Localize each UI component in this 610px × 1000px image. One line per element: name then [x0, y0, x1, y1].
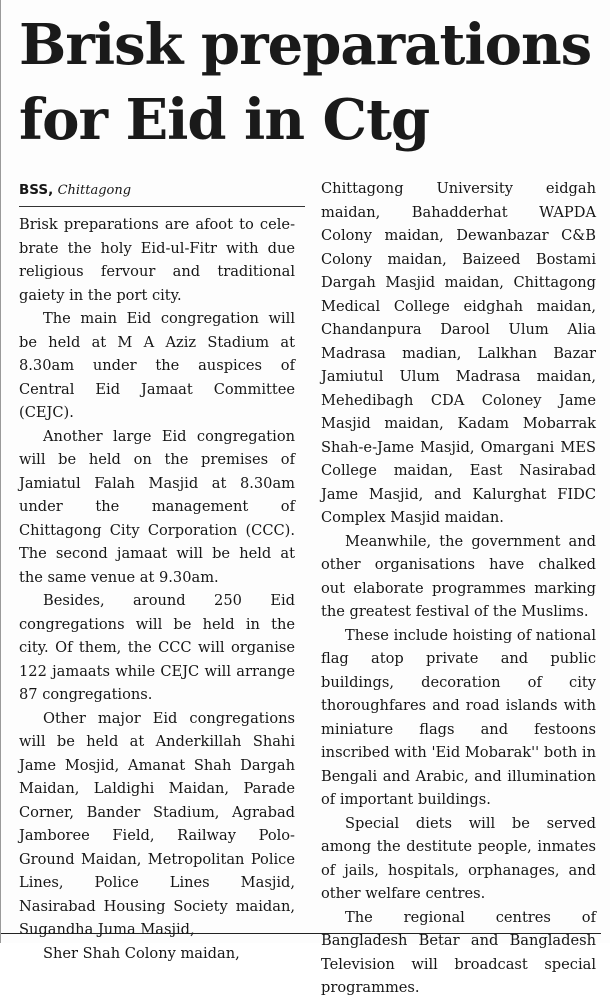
byline-place: Chittagong [57, 183, 132, 198]
article-column-right [321, 177, 596, 1000]
headline-line-2: for Eid in Ctg [19, 87, 430, 153]
headline-line-1: Brisk preparations [19, 12, 592, 78]
paragraph: Chittagong University eidgah maidan, Bahadderhat WAPDA Colony maidan, Dewanbazar C&B Colony maidan, Baizeed Bostami Dargah Masjid maidan, Chittagong Medical College eidghah maidan, Chandanpura Darool Ulum Alia Madrasa madian, Lalkhan Bazar Jamiutul Ulum Madrasa maidan, Mehedibagh CDA Coloney Jame Masjid maidan, Kadam Mobarrak Shah-e-Jame Masjid, Omargani MES College maidan, East Nasirabad Jame Masjid, and Kalurghat FIDC Complex Masjid maidan. [321, 180, 596, 526]
article-column-left [19, 213, 295, 965]
paragraph: Another large Eid congregation will be held on the premises of Jamiatul Falah Masjid at 8.30am under the management of Chittagong City Corporation (CCC). The second jamaat will be held at the same venue at 9.30am. [19, 427, 295, 586]
paragraph: Besides, around 250 Eid congregations will be held in the city. Of them, the CCC will organise 122 jamaats while CEJC will arrange 87 congregations. [19, 592, 295, 703]
byline-agency: BSS, [19, 182, 54, 198]
headline [19, 8, 604, 158]
paragraph: The regional centres of Bangladesh Betar and Bangladesh Television will broadcast special programmes. [321, 908, 596, 996]
byline-rule [19, 206, 305, 207]
paragraph: Meanwhile, the government and other organisations have chalked out elaborate programmes marking the greatest festival of the Muslims. [321, 532, 596, 620]
byline [19, 181, 131, 200]
paragraph: These include hoisting of national flag atop private and public buildings, decoration of city thoroughfares and road islands with miniature flags and festoons inscribed with 'Eid Mobarak'' both in Bengali and Arabic, and illumination of important buildings. [321, 626, 596, 808]
paragraph: Sher Shah Colony maidan, [43, 944, 240, 962]
paragraph: Brisk preparations are afoot to celebrate the holy Eid-ul-Fitr with due religious fervour and traditional gaiety in the port city. [19, 216, 295, 304]
bottom-rule [1, 933, 601, 934]
paragraph: The main Eid congregation will be held at M A Aziz Stadium at 8.30am under the auspices of Central Eid Jamaat Committee (CEJC). [19, 310, 295, 421]
paragraph: Special diets will be served among the destitute people, inmates of jails, hospitals, orphanages, and other welfare centres. [321, 814, 596, 902]
paragraph: Other major Eid congregations will be held at Anderkillah Shahi Jame Mosjid, Amanat Shah Dargah Maidan, Laldighi Maidan, Parade Corner, Bander Stadium, Agrabad Jamboree Field, Railway Polo-Ground Maidan, Metropolitan Police Lines, Police Lines Masjid, Nasirabad Housing Society maidan, Sugandha Juma Masjid, [19, 709, 295, 938]
